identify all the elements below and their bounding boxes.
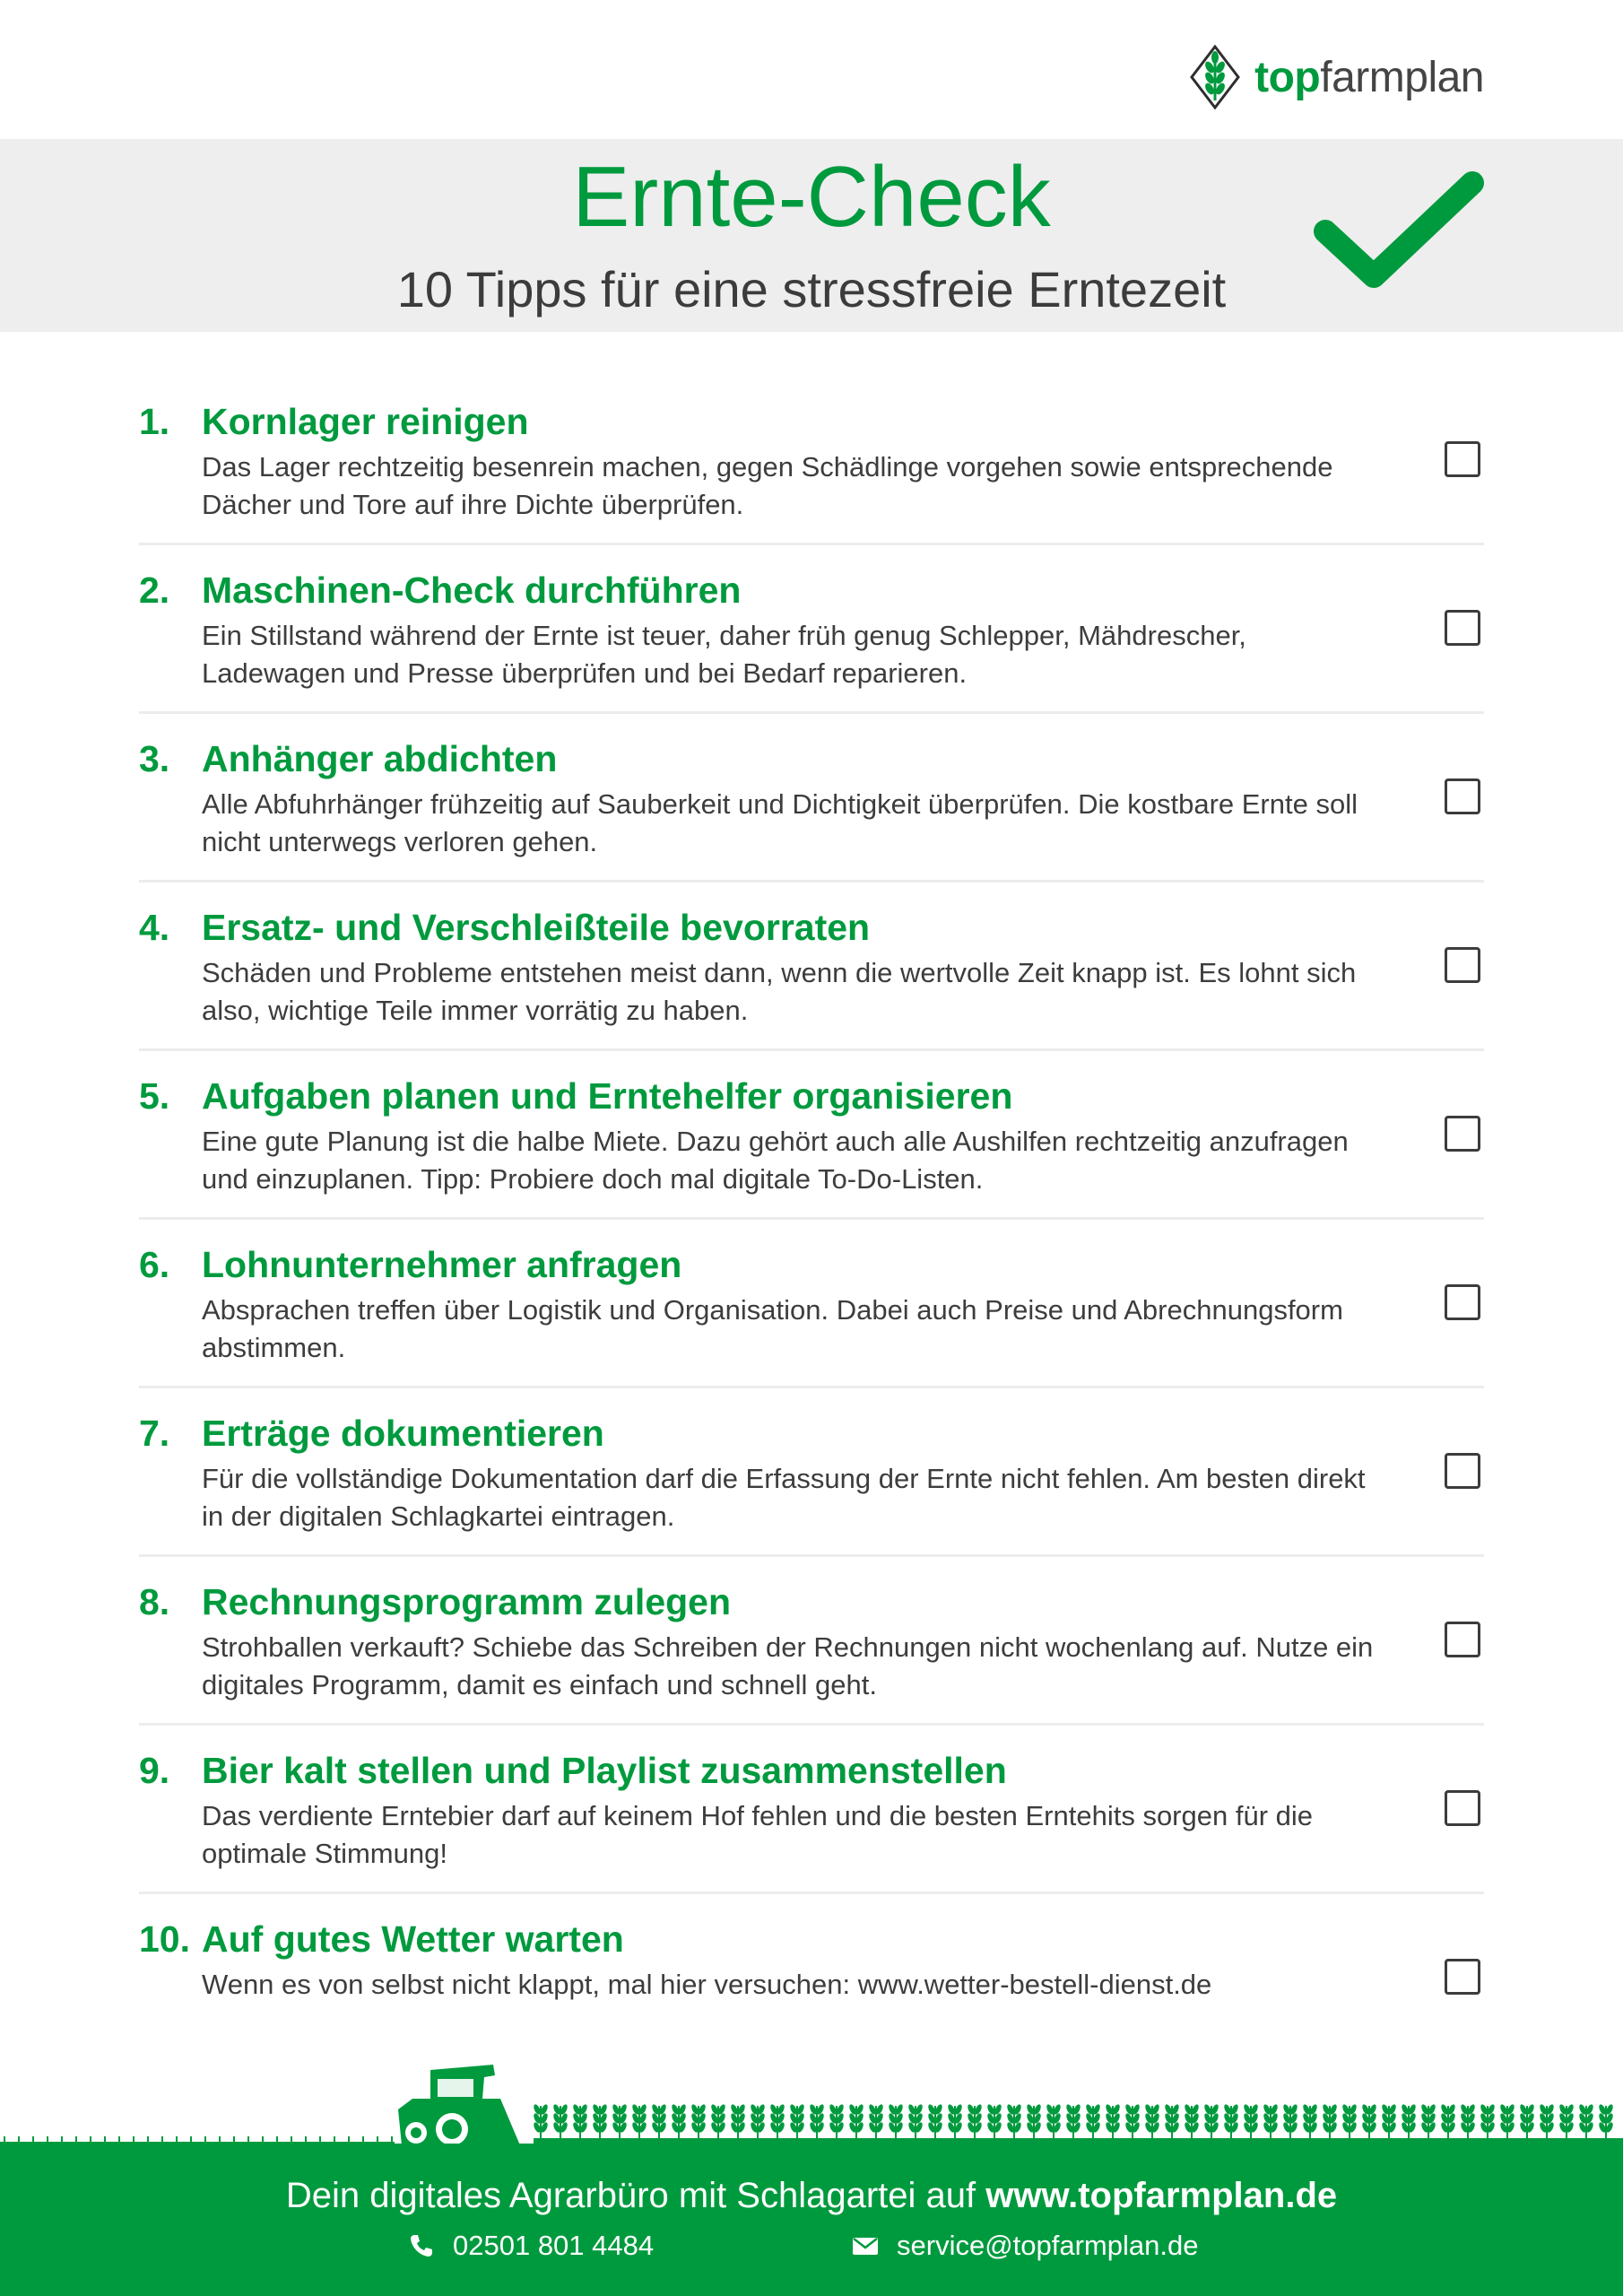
wheat-stalk	[631, 2103, 648, 2140]
list-item	[139, 377, 1484, 545]
wheat-stalk	[1361, 2103, 1378, 2140]
wheat-stalk	[789, 2103, 806, 2140]
wheat-stalk	[769, 2103, 786, 2140]
wheat-stalk	[1065, 2103, 1082, 2140]
item-number: 5.	[139, 1075, 170, 1117]
wheat-stalk	[1401, 2103, 1418, 2140]
wheat-stalk	[809, 2103, 826, 2140]
wheat-stalk	[1006, 2103, 1023, 2140]
wheat-stalk	[1046, 2103, 1063, 2140]
wheat-stalk	[651, 2103, 668, 2140]
wheat-stalk	[1420, 2103, 1437, 2140]
checkbox[interactable]	[1445, 610, 1480, 646]
checkbox[interactable]	[1445, 1284, 1480, 1320]
wheat-logo-icon	[1188, 45, 1242, 109]
wheat-stalk	[750, 2103, 767, 2140]
checkbox[interactable]	[1445, 1959, 1480, 1995]
big-checkmark-icon	[1309, 170, 1488, 305]
page-title: Ernte-Check	[572, 149, 1051, 245]
wheat-stalk	[1085, 2103, 1102, 2140]
wheat-stalk	[671, 2103, 688, 2140]
wheat-stalk	[1263, 2103, 1280, 2140]
wheat-stalk	[1519, 2103, 1536, 2140]
wheat-stalk	[1302, 2103, 1319, 2140]
footer-tagline-text: Dein digitales Agrarbüro mit Schlagartei auf	[285, 2176, 976, 2215]
wheat-stalk	[1026, 2103, 1043, 2140]
checkbox[interactable]	[1445, 1116, 1480, 1152]
email-address: service@topfarmplan.de	[897, 2230, 1199, 2261]
wheat-stalk	[1105, 2103, 1122, 2140]
page-subtitle: 10 Tipps für eine stressfreie Erntezeit	[396, 261, 1227, 317]
checkbox[interactable]	[1445, 947, 1480, 983]
item-title: Maschinen-Check durchführen	[202, 570, 742, 611]
item-description: Absprachen treffen über Logistik und Organisation. Dabei auch Preise und Abrechnungsform abstimmen.	[202, 1294, 1343, 1363]
wheat-stalk	[848, 2103, 865, 2140]
wheat-stalk	[1164, 2103, 1181, 2140]
brand-wordmark-light: farmplan	[1320, 53, 1484, 101]
item-description: Ein Stillstand während der Ernte ist teuer, daher früh genug Schlepper, Mähdrescher, Ladewagen und Presse überprüfen und bei Bedarf reparieren.	[202, 620, 1246, 689]
list-item	[139, 1051, 1484, 1220]
brand-wordmark-bold: top	[1254, 53, 1321, 101]
wheat-stalk	[1203, 2103, 1220, 2140]
wheat-stalk	[1460, 2103, 1477, 2140]
list-item	[139, 883, 1484, 1051]
wheat-stalk	[592, 2103, 609, 2140]
wheat-stalk	[1598, 2103, 1615, 2140]
phone-icon	[408, 2232, 435, 2259]
footer-email[interactable]	[852, 2226, 1198, 2266]
wheat-stalk	[868, 2103, 885, 2140]
wheat-stalk	[1381, 2103, 1398, 2140]
wheat-stalk	[1322, 2103, 1339, 2140]
item-description: Für die vollständige Dokumentation darf die Erfassung der Ernte nicht fehlen. Am besten direkt in der digitalen Schlagkartei eintragen.	[202, 1463, 1366, 1532]
item-number: 9.	[139, 1750, 170, 1791]
wheat-stalk	[690, 2103, 707, 2140]
wheat-stalk	[1440, 2103, 1457, 2140]
wheat-stalk	[1223, 2103, 1240, 2140]
wheat-stalk	[1341, 2103, 1358, 2140]
list-item	[139, 1894, 1484, 2063]
list-item	[139, 1220, 1484, 1388]
item-title: Rechnungsprogramm zulegen	[202, 1581, 732, 1622]
wheat-stalk	[1499, 2103, 1516, 2140]
item-description: Eine gute Planung ist die halbe Miete. Dazu gehört auch alle Aushilfen rechtzeitig anzufragen und einzuplanen. Tipp: Probiere doch mal digitale To-Do-Listen.	[202, 1126, 1349, 1195]
wheat-stalk	[967, 2103, 984, 2140]
item-number: 2.	[139, 570, 170, 611]
list-item	[139, 545, 1484, 714]
item-number: 3.	[139, 738, 170, 779]
wheat-stalk	[552, 2103, 569, 2140]
wheat-stalk	[1578, 2103, 1595, 2140]
wheat-stalk	[710, 2103, 727, 2140]
item-description: Das Lager rechtzeitig besenrein machen, gegen Schädlinge vorgehen sowie entsprechende Dächer und Tore auf ihre Dichte überprüfen.	[202, 451, 1333, 520]
item-number: 1.	[139, 401, 170, 442]
wheat-stalk	[829, 2103, 846, 2140]
item-description: Wenn es von selbst nicht klappt, mal hier versuchen: www.wetter-bestell-dienst.de	[202, 1969, 1212, 2000]
list-item	[139, 1726, 1484, 1894]
wheat-stalk	[1539, 2103, 1556, 2140]
wheat-stalk	[730, 2103, 747, 2140]
wheat-row-decoration	[534, 2099, 1623, 2144]
wheat-stalk	[1144, 2103, 1161, 2140]
item-title: Anhänger abdichten	[202, 738, 558, 779]
brand-logo	[1188, 45, 1484, 109]
wheat-stalk	[986, 2103, 1003, 2140]
item-title: Lohnunternehmer anfragen	[202, 1244, 682, 1285]
wheat-stalk	[534, 2103, 549, 2140]
list-item	[139, 1557, 1484, 1726]
item-description: Strohballen verkauft? Schiebe das Schreiben der Rechnungen nicht wochenlang auf. Nutze ein digitales Programm, damit es einfach und schnell geht.	[202, 1631, 1374, 1700]
wheat-stalk	[947, 2103, 964, 2140]
wheat-stalk	[612, 2103, 629, 2140]
wheat-stalk	[927, 2103, 944, 2140]
item-number: 4.	[139, 907, 170, 948]
wheat-stalk	[1124, 2103, 1141, 2140]
item-number: 7.	[139, 1413, 170, 1454]
list-item	[139, 1388, 1484, 1557]
wheat-stalk	[888, 2103, 905, 2140]
item-title: Kornlager reinigen	[202, 401, 529, 442]
checkbox[interactable]	[1445, 1453, 1480, 1489]
wheat-stalk	[1243, 2103, 1260, 2140]
tractor-icon	[395, 2063, 525, 2148]
item-title: Bier kalt stellen und Playlist zusammenstellen	[202, 1750, 1007, 1791]
brand-wordmark	[1254, 53, 1484, 102]
wheat-stalk	[572, 2103, 589, 2140]
item-title: Erträge dokumentieren	[202, 1413, 604, 1454]
phone-number: 02501 801 4484	[453, 2230, 655, 2261]
checklist	[139, 377, 1484, 2063]
footer-tagline	[0, 2172, 1623, 2219]
footer-band	[0, 2144, 1623, 2296]
checkbox[interactable]	[1445, 441, 1480, 477]
item-number: 6.	[139, 1244, 170, 1285]
item-number: 8.	[139, 1581, 170, 1622]
item-title: Ersatz- und Verschleißteile bevorraten	[202, 907, 871, 948]
mail-icon	[852, 2232, 879, 2259]
wheat-stalk	[907, 2103, 924, 2140]
footer-phone[interactable]	[408, 2226, 654, 2266]
checkbox[interactable]	[1445, 1622, 1480, 1657]
item-description: Schäden und Probleme entstehen meist dann, wenn die wertvolle Zeit knapp ist. Es lohnt sich also, wichtige Teile immer vorrätig zu haben.	[202, 957, 1357, 1026]
wheat-stalk	[1184, 2103, 1201, 2140]
item-title: Aufgaben planen und Erntehelfer organisieren	[202, 1075, 1013, 1117]
item-title: Auf gutes Wetter warten	[202, 1918, 624, 1960]
list-item	[139, 714, 1484, 883]
item-description: Alle Abfuhrhänger frühzeitig auf Sauberkeit und Dichtigkeit überprüfen. Die kostbare Ernte soll nicht unterwegs verloren gehen.	[202, 788, 1358, 857]
item-number: 10.	[139, 1918, 190, 1960]
item-description: Das verdiente Erntebier darf auf keinem Hof fehlen und die besten Erntehits sorgen für die optimale Stimmung!	[202, 1800, 1314, 1869]
wheat-stalk	[1480, 2103, 1497, 2140]
wheat-stalk	[1282, 2103, 1299, 2140]
checkbox[interactable]	[1445, 1790, 1480, 1826]
footer-url-link[interactable]: www.topfarmplan.de	[985, 2176, 1338, 2215]
checkbox[interactable]	[1445, 778, 1480, 814]
wheat-stalk	[1558, 2103, 1575, 2140]
